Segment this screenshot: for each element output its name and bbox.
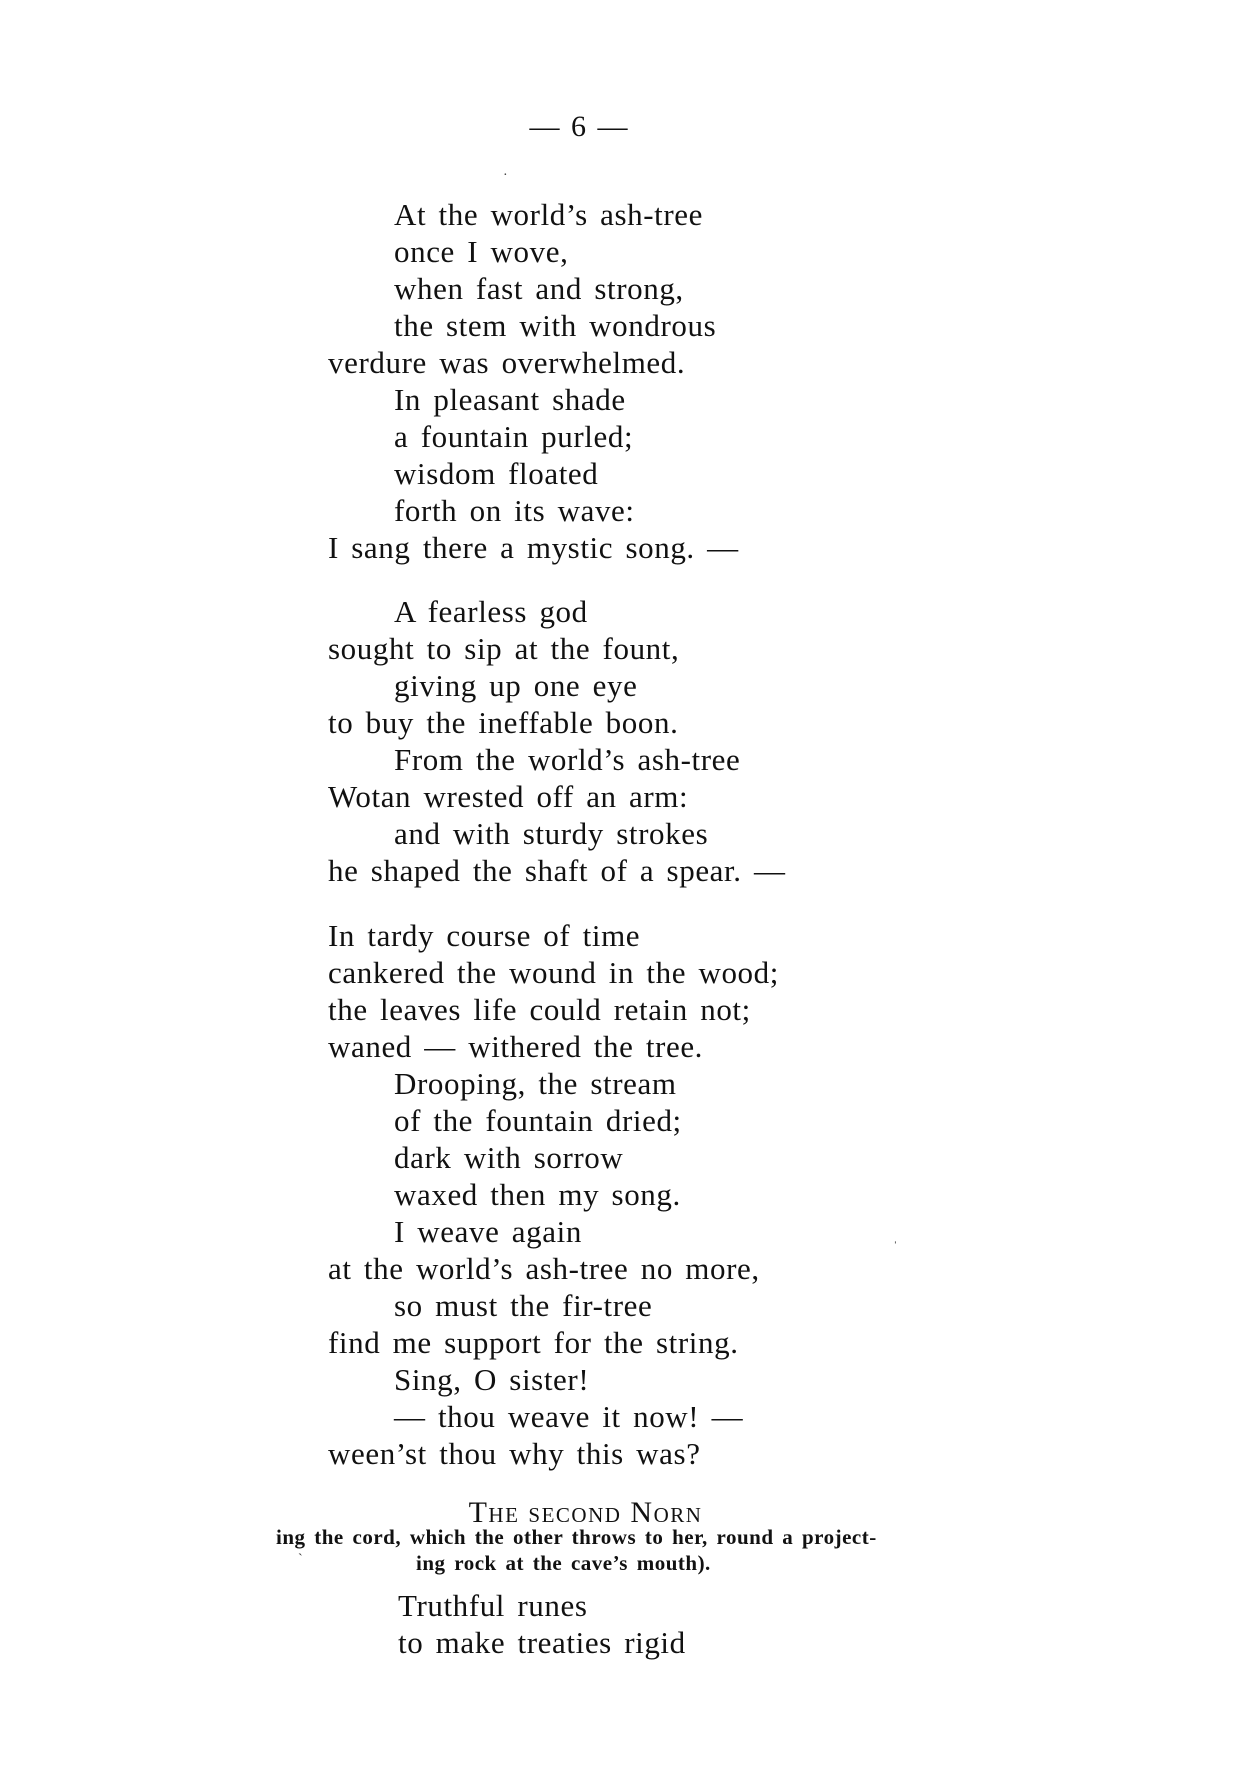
speaker-heading: The second Norn [468,1496,703,1529]
verse-line: at the world’s ash-tree no more, [328,1251,760,1286]
verse-line: Sing, O sister! [394,1362,590,1397]
verse-line: so must the fir-tree [394,1288,653,1323]
verse-line: In pleasant shade [394,382,626,417]
verse-line: In tardy course of time [328,918,641,953]
verse-line: the leaves life could retain not; [328,992,751,1027]
verse-line: the stem with wondrous [394,308,717,343]
verse-line: he shaped the shaft of a spear. — [328,853,786,888]
verse-line: to make treaties rigid [398,1625,686,1660]
verse-line: a fountain purled; [394,419,634,454]
verse-line: cankered the wound in the wood; [328,955,779,990]
ink-speck: · [503,168,508,183]
verse-line: waxed then my song. [394,1177,681,1212]
verse-line: From the world’s ash-tree [394,742,741,777]
verse-line: giving up one eye [394,668,638,703]
verse-line: waned — withered the tree. [328,1029,704,1064]
page-number: — 6 — [529,110,630,143]
verse-line: Drooping, the stream [394,1066,677,1101]
verse-line: and with sturdy strokes [394,816,709,851]
verse-line: wisdom floated [394,456,599,491]
verse-line: dark with sorrow [394,1140,624,1175]
stage-direction-line: ing the cord, which the other throws to her, round a project- [276,1525,877,1549]
verse-line: when fast and strong, [394,271,684,306]
verse-line: to buy the ineffable boon. [328,705,679,740]
verse-line: find me support for the string. [328,1325,739,1360]
verse-line: sought to sip at the fount, [328,631,680,666]
verse-line: forth on its wave: [394,493,635,528]
verse-line: I weave again [394,1214,582,1249]
verse-line: once I wove, [394,234,569,269]
verse-line: of the fountain dried; [394,1103,682,1138]
verse-line: Truthful runes [398,1588,588,1623]
verse-line: Wotan wrested off an arm: [328,779,689,814]
verse-line: ween’st thou why this was? [328,1436,701,1471]
verse-line: A fearless god [394,594,588,629]
ink-speck: ˋ [298,1552,303,1567]
verse-line: — thou weave it now! — [394,1399,744,1434]
ink-speck: ˈ [893,1240,898,1255]
stage-direction-line: ing rock at the cave’s mouth). [416,1551,711,1575]
verse-line: I sang there a mystic song. — [328,530,739,565]
verse-line: verdure was overwhelmed. [328,345,686,380]
verse-line: At the world’s ash-tree [394,197,704,232]
